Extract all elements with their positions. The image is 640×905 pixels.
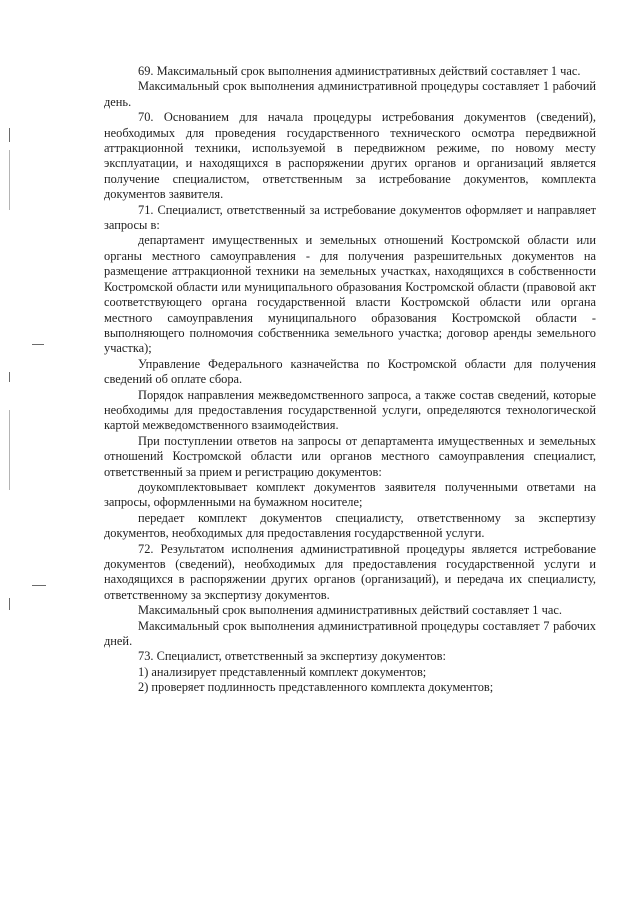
scan-mark [9, 598, 10, 610]
paragraph: 69. Максимальный срок выполнения административных действий составляет 1 час. [138, 64, 581, 78]
scan-mark [9, 372, 10, 382]
paragraph: Управление Федерального казначейства по Костромской области для получения сведений об оплате сбора. [104, 356, 596, 387]
scan-mark [32, 344, 44, 345]
paragraph: Максимальный срок выполнения административных действий составляет 1 час. [138, 603, 562, 618]
paragraph: департамент имущественных и земельных отношений Костромской области или органы местного самоуправления - для получения разрешительных документов на размещение аттракционной техники на земельных участках, находящихся в собственности Костромской области или муниципального образования Костромской области (правовой акт соответствующего органа государственной власти Костромской области или органа местного самоуправления муниципального образования Костромской области - выполняющего полномочия собственника земельного участка; договор аренды земельного участка); [104, 233, 596, 356]
paragraph: Максимальный срок выполнения административной процедуры составляет 1 рабочий день. [104, 79, 596, 109]
paragraph: 72. Результатом исполнения административной процедуры является истребование документов (сведений), необходимых для предоставления государственной услуги и находящихся в распоряжении других органов (организаций), и передача их специалисту, ответственному за экспертизу документов. [104, 541, 596, 602]
scan-mark [9, 128, 10, 142]
scan-mark [9, 410, 10, 490]
scan-mark [9, 150, 10, 210]
paragraph: 73. Специалист, ответственный за экспертизу документов: [138, 649, 446, 664]
list-item: 2) проверяет подлинность представленного комплекта документов; [138, 680, 494, 695]
paragraph: Порядок направления межведомственного запроса, а также состав сведений, которые необходимы для предоставления государственной услуги, определяются технологической картой межведомственного взаимодействия. [104, 387, 596, 433]
document-page [104, 64, 596, 696]
paragraph: Максимальный срок выполнения административной процедуры составляет 7 рабочих дней. [104, 618, 596, 649]
paragraph: доукомплектовывает комплект документов заявителя полученными ответами на запросы, оформленными на бумажном носителе; [104, 479, 596, 510]
list-item: 1) анализирует представленный комплект документов; [138, 664, 427, 679]
paragraph: передает комплект документов специалисту, ответственному за экспертизу документов, необходимых для предоставления государственной услуги. [104, 510, 596, 541]
scan-mark [32, 585, 46, 586]
paragraph: 71. Специалист, ответственный за истребование документов оформляет и направляет запросы в: [104, 202, 596, 233]
paragraph: При поступлении ответов на запросы от департамента имущественных и земельных отношений Костромской области или органов местного самоуправления специалист, ответственный за прием и регистрацию документов: [104, 433, 596, 479]
paragraph: 70. Основанием для начала процедуры истребования документов (сведений), необходимых для проведения государственного технического осмотра передвижной аттракционной техники, используемой в передвижном режиме, по новому месту эксплуатации, и находящихся в распоряжении других органов и организаций является получение специалистом, ответственным за истребование документов, комплекта документов заявителя. [104, 110, 596, 202]
